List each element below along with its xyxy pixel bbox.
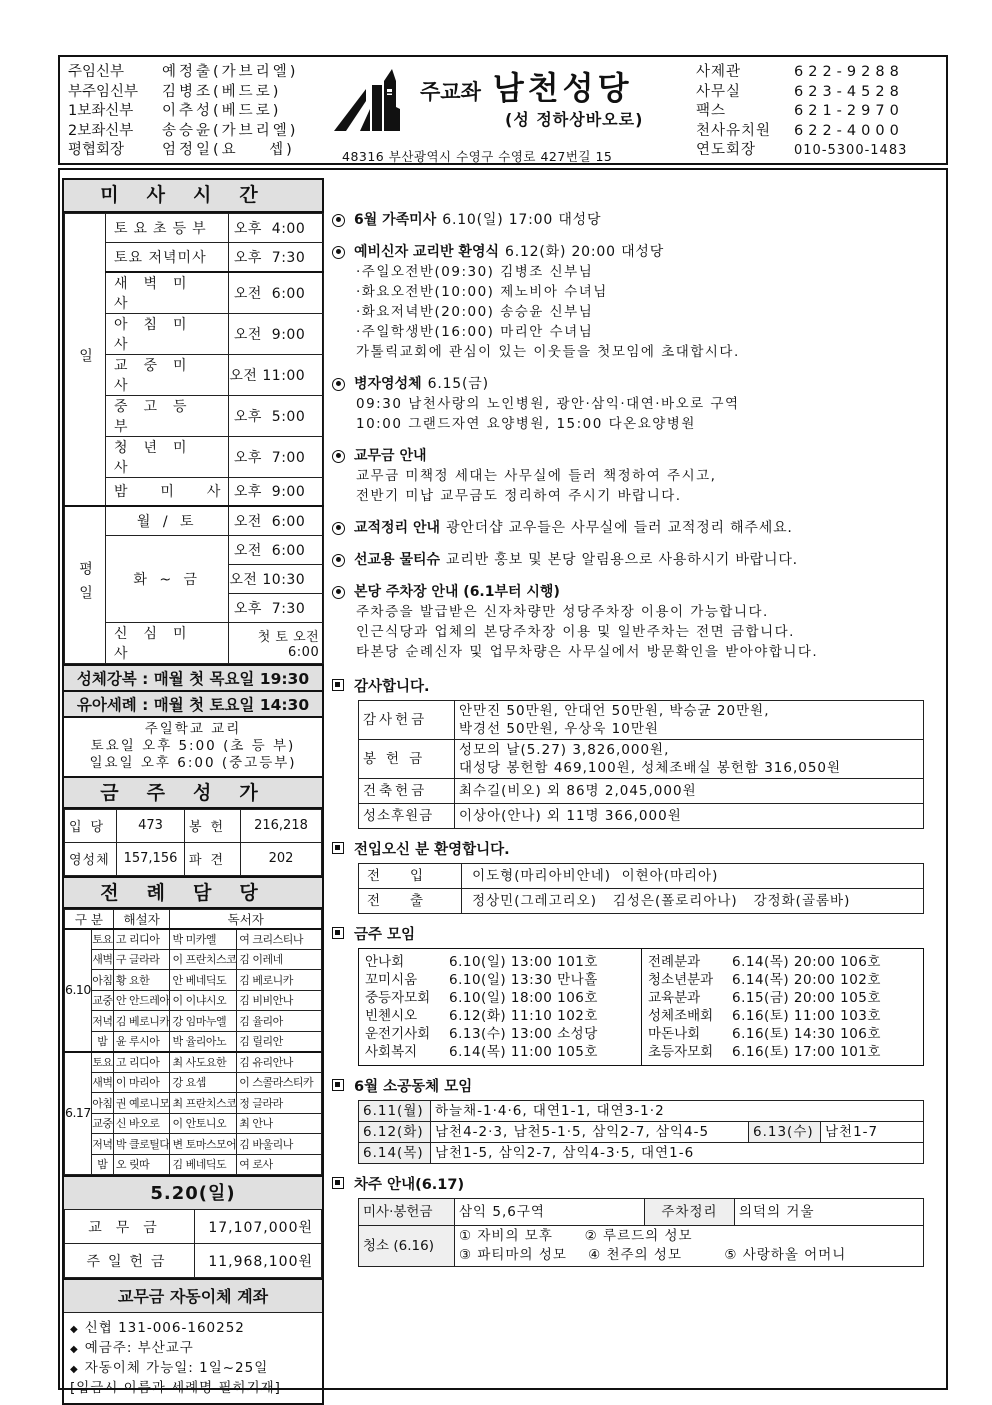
radio-bullet-icon: [332, 586, 345, 599]
mass-row: 오전 10:30: [65, 564, 324, 593]
liturgy-row: 저녁 박 클로틸다 변 토마스모어 김 바울리나: [65, 1134, 322, 1155]
announcements: [332, 210, 932, 1267]
collection-date: 5.20(일): [64, 1175, 322, 1209]
clergy-row: 주임신부 예정출(가브리엘): [68, 64, 299, 80]
square-bullet-icon: [332, 1079, 344, 1091]
thanks-row: 건축헌금 최수길(비오) 외 86명 2,045,000원: [359, 779, 924, 804]
clergy-list: [68, 63, 298, 161]
radio-bullet-icon: [332, 522, 345, 535]
mass-row: 화 ~ 금 오전 6:00: [65, 535, 324, 564]
square-bullet-icon: [332, 679, 344, 691]
next-week-heading: 차주 안내(6.17): [332, 1172, 932, 1194]
meeting-row: 초등자모회 6.16(토) 17:00 101호: [648, 1044, 881, 1060]
account-line: ◆ 자동이체 가능일: 1일~25일: [70, 1360, 269, 1376]
mass-row: 아침미사 오전 9:00: [65, 313, 324, 354]
transfers-table: [358, 863, 924, 914]
mass-row: 밤 미 사 오후 9:00: [65, 477, 324, 506]
next-week-row: 청소 (6.16) ① 자비의 모후 ② 루르드의 성모 ③ 파티마의 성모 ④ 천주의 성모 ⑤ 사랑하올 어머니: [359, 1226, 924, 1267]
collection-table: [64, 1209, 322, 1278]
thanks-row: 감사헌금 안만진 50만원, 안대언 50만원, 박승균 20만원, 박경선 50만원, 우상욱 10만원: [359, 701, 924, 740]
parish-title: 주교좌 남천성당: [420, 69, 633, 107]
contact-row: 천사유치원 622-4000: [696, 122, 904, 139]
square-bullet-icon: [332, 927, 344, 939]
bulletin-header: [58, 55, 948, 165]
hymn-row: 입당 473 봉헌 216,218: [65, 809, 322, 842]
thanks-table: [358, 700, 924, 829]
main-frame: [58, 168, 948, 1396]
radio-bullet-icon: [332, 214, 345, 227]
news-item: 교무금 안내 교무금 미책정 세대는 사무실에 들러 책정하여 주시고, 전반기 미납 교무금도 정리하여 주시기 바랍니다.: [332, 446, 932, 506]
news-item: 선교용 물티슈 교리반 홍보 및 본당 알림용으로 사용하시기 바랍니다.: [332, 550, 932, 570]
transfer-row: 전입 이도형(마리아비안네) 이현아(마리아): [359, 864, 924, 889]
news-item: 병자영성체 6.15(금) 09:30 남천사랑의 노인병원, 광안·삼익·대연·바오로 구역 10:00 그랜드자연 요양병원, 15:00 다온요양병원: [332, 374, 932, 434]
mass-row: 교중미사 오전 11:00: [65, 354, 324, 395]
mass-row: 신심미사 첫 토 오전 6:00: [65, 622, 324, 663]
liturgy-row: 밤 윤 루시아 박 율리아노 김 릴리안: [65, 1031, 322, 1052]
meeting-row: 전례분과 6.14(목) 20:00 106호: [648, 954, 881, 970]
mass-schedule-table: [64, 213, 324, 664]
liturgy-row: 6.10 토요 고 리디아 박 미카엘 여 크리스티나: [65, 929, 322, 950]
thanks-row: 봉헌금 성모의 날(5.27) 3,826,000원, 대성당 봉헌함 469,100원, 성체조배실 봉헌함 316,050원: [359, 740, 924, 779]
liturgy-row: 아침 권 예로니모 최 프란치스코 정 글라라: [65, 1093, 322, 1114]
meetings-table: [358, 948, 924, 1066]
liturgy-row: 교중 안 안드레아 이 이냐시오 김 비비안나: [65, 990, 322, 1011]
meeting-row: 운전기사회 6.13(수) 13:00 소성당: [365, 1026, 598, 1042]
liturgy-row: 6.17 토요 고 리디아 최 사도요한 김 유리안나: [65, 1052, 322, 1073]
account-note: [입금시 이름과 세례명 필히기재]: [70, 1380, 281, 1396]
mass-row: 청년미사 오후 7:00: [65, 436, 324, 477]
liturgy-row: 밤 오 릿따 김 베네딕도 여 로사: [65, 1154, 322, 1175]
collection-row: 교무금 17,107,000원: [65, 1210, 322, 1244]
contact-row: 연도회장 010-5300-1483: [696, 142, 908, 158]
contact-row: 팩스 621-2970: [696, 103, 904, 119]
clergy-row: 2보좌신부 송승윤(가브리엘): [68, 122, 299, 139]
liturgy-block-6-17: [65, 1052, 322, 1175]
meeting-row: 중등자모회 6.10(일) 18:00 106호: [365, 990, 598, 1006]
meeting-row: 꼬미시움 6.10(일) 13:30 만나홀: [365, 972, 598, 988]
liturgy-row: 아침 황 요한 안 베네딕도 김 베로니카: [65, 970, 322, 991]
sunday-label: 일: [65, 214, 106, 507]
meeting-row: 안나회 6.10(일) 13:00 101호: [365, 954, 598, 970]
mass-row: 새벽미사 오전 6:00: [65, 272, 324, 314]
community-row: 6.12(화) 남천4-2·3, 남천5-1·5, 삼익2-7, 삼익4-5 6.13(수) 남천1-7: [359, 1122, 924, 1143]
news-item: 6월 가족미사 6.10(일) 17:00 대성당: [332, 210, 932, 230]
liturgy-row: 새벽 이 마리아 강 요셉 이 스콜라스티카: [65, 1072, 322, 1093]
weekday-label: 평일: [65, 506, 106, 663]
mass-row: 중고등부 오후 5:00: [65, 395, 324, 436]
radio-bullet-icon: [332, 378, 345, 391]
mass-row: 오후 7:30: [65, 593, 324, 622]
thanks-row: 성소후원금 이상아(안나) 외 11명 366,000원: [359, 804, 924, 829]
account-line: ◆ 예금주: 부산교구: [70, 1340, 194, 1356]
parish-subtitle: (성 정하상바오로): [505, 110, 644, 129]
contact-row: 사제관 622-9288: [696, 64, 904, 80]
meeting-row: 성체조배회 6.16(토) 11:00 103호: [648, 1008, 881, 1024]
small-communities-table: [358, 1100, 924, 1164]
collection-row: 주일헌금 11,968,100원: [65, 1244, 322, 1278]
parish-logo-icon: [334, 63, 412, 133]
contact-row: 사무실 623-4528: [696, 83, 904, 100]
meetings-column-right: [641, 949, 923, 1065]
meeting-row: 마돈나회 6.16(토) 14:30 106호: [648, 1026, 881, 1042]
clergy-row: 1보좌신부 이추성(베드로): [68, 103, 282, 119]
diamond-bullet-icon: ◆: [70, 1324, 79, 1335]
radio-bullet-icon: [332, 554, 345, 567]
mass-row: 일 토요초등부 오후 4:00: [65, 214, 324, 243]
left-sidebar: [62, 178, 324, 1405]
small-communities-heading: 6월 소공동체 모임: [332, 1074, 932, 1096]
contact-list: [696, 63, 907, 161]
next-week-row: 미사·봉헌금 삼익 5,6구역 주차정리 의덕의 거울: [359, 1199, 924, 1226]
hymns-table: [64, 809, 322, 876]
meeting-row: 빈첸시오 6.12(화) 11:10 102호: [365, 1008, 598, 1024]
auto-transfer-heading: 교무금 자동이체 계좌: [64, 1278, 322, 1312]
news-item: 본당 주차장 안내 (6.1부터 시행) 주차증을 발급받은 신자차량만 성당주차장 이용이 가능합니다. 인근식당과 업체의 본당주차장 이용 및 일반주차는 전면 금합니다. 타본당 순례신자 및 업무차량은 사무실에서 방문확인을 받아야합니다.: [332, 582, 932, 662]
square-bullet-icon: [332, 1177, 344, 1189]
news-item: 교적정리 안내 광안더샵 교우들은 사무실에 들러 교적정리 해주세요.: [332, 518, 932, 538]
liturgy-block-6-10: [65, 929, 322, 1052]
diamond-bullet-icon: ◆: [70, 1344, 79, 1355]
clergy-row: 부주임신부 김병조(베드로): [68, 83, 282, 100]
radio-bullet-icon: [332, 246, 345, 259]
meeting-row: 사회복지 6.14(목) 11:00 105호: [365, 1044, 598, 1060]
diamond-bullet-icon: ◆: [70, 1364, 79, 1375]
square-bullet-icon: [332, 842, 344, 854]
hymns-heading: 금주성가: [64, 776, 322, 809]
meeting-row: 교육분과 6.15(금) 20:00 105호: [648, 990, 881, 1006]
hymn-row: 영성체 157,156 파견 202: [65, 842, 322, 875]
liturgy-row: 새벽 구 글라라 이 프란치스코 김 이레네: [65, 949, 322, 970]
liturgy-row: 교중 신 바오로 이 안토니오 최 안나: [65, 1113, 322, 1134]
mass-row: 평일 월 / 토 오전 6:00: [65, 506, 324, 535]
mass-schedule-heading: 미사시간: [64, 180, 322, 213]
next-week-table: [358, 1198, 924, 1267]
community-row: 6.14(목) 남천1-5, 삼익2-7, 삼익4-3·5, 대연1-6: [359, 1143, 924, 1164]
liturgy-header-row: 구 분 해설자 독서자: [65, 909, 322, 929]
parish-address: 48316 부산광역시 수영구 수영로 427번길 15: [342, 149, 613, 164]
account-line: ◆ 신협 131-006-160252: [70, 1320, 245, 1336]
meetings-heading: 금주 모임: [332, 922, 932, 944]
liturgy-duty-table: [64, 909, 322, 1176]
thanks-heading: 감사합니다.: [332, 674, 932, 696]
clergy-row: 평협회장 엄정일(요 셉): [68, 142, 295, 158]
auto-transfer-info: [64, 1312, 322, 1403]
mass-row: 토요 저녁미사 오후 7:30: [65, 243, 324, 272]
radio-bullet-icon: [332, 450, 345, 463]
transfer-row: 전출 정상민(그레고리오) 김성은(폴로리아나) 강정화(골롬바): [359, 889, 924, 914]
liturgy-duty-heading: 전례담당: [64, 876, 322, 909]
benediction-banner: 성체강복 : 매월 첫 목요일 19:30: [64, 664, 322, 690]
transfers-heading: 전입오신 분 환영합니다.: [332, 837, 932, 859]
meetings-column-left: [359, 949, 641, 1065]
sunday-school-info: 주일학교 교리 토요일 오후 5:00 (초 등 부) 일요일 오후 6:00 (중고등부): [64, 716, 322, 776]
infant-baptism-banner: 유아세례 : 매월 첫 토요일 14:30: [64, 690, 322, 716]
meeting-row: 청소년분과 6.14(목) 20:00 102호: [648, 972, 881, 988]
liturgy-row: 저녁 김 베로니카 강 임마누엘 김 율리아: [65, 1011, 322, 1032]
news-item: 예비신자 교리반 환영식 6.12(화) 20:00 대성당 ·주일오전반(09:30) 김병조 신부님 ·화요오전반(10:00) 제노비아 수녀님 ·화요저녁반(20:00) 송승윤 신부님 ·주일학생반(16:00) 마리안 수녀님 가톨릭교회에 관심이 있는 이웃들을 첫모임에 초대합시다.: [332, 242, 932, 362]
community-row: 6.11(월) 하늘채-1·4·6, 대연1-1, 대연3-1·2: [359, 1101, 924, 1122]
